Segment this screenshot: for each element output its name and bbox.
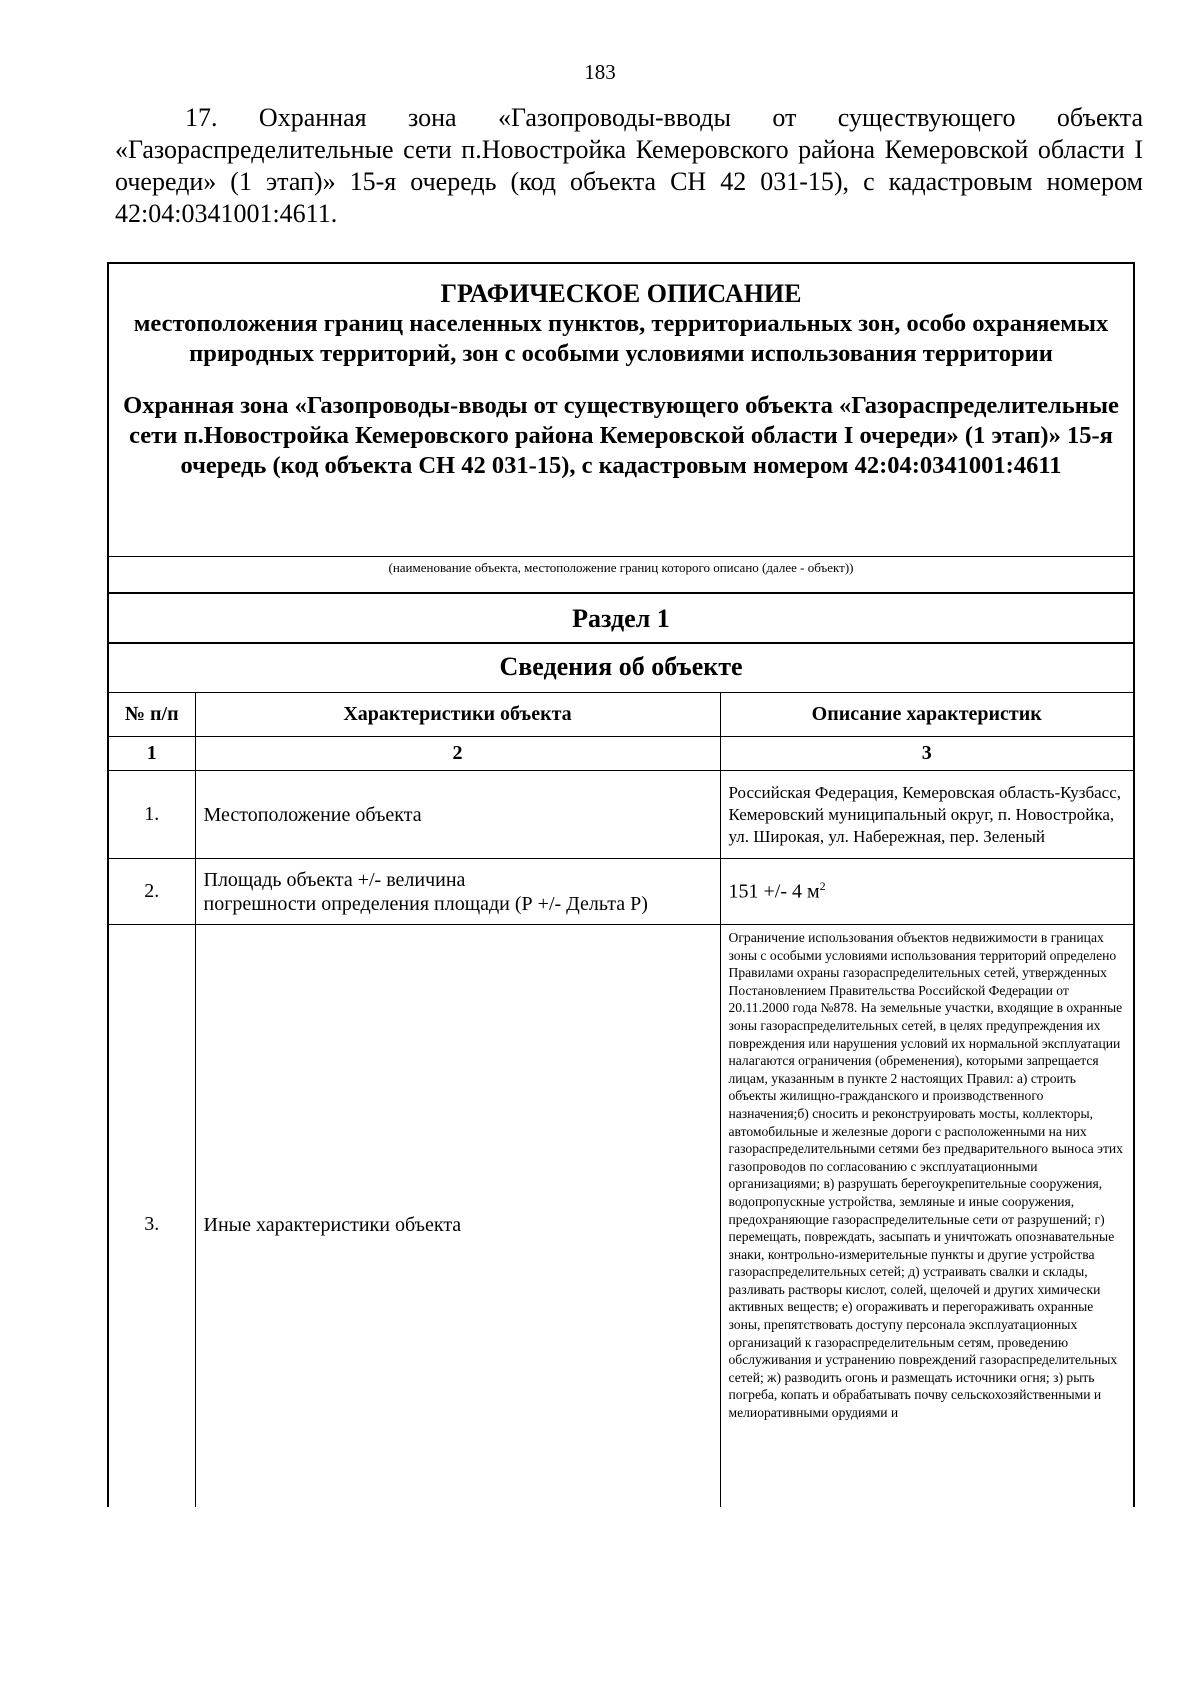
row-number: 3. [109,925,195,1508]
table-row [109,859,1133,925]
table-row [109,925,1133,1508]
section-title: Сведения об объекте [499,652,743,681]
graphic-description-form [107,262,1135,1507]
header-cell-description: Описание характеристик [720,693,1133,737]
column-number: 2 [195,737,720,771]
row-label-line: погрешности определения площади (Р +/- Дельта Р) [203,892,648,915]
object-caption: (наименование объекта, местоположение границ которого описано (далее - объект)) [388,560,854,575]
row-value: Российская Федерация, Кемеровская область-Кузбасс, Кемеровский муниципальный округ, п. Новостройка, ул. Широкая, ул. Набережная, пер. Зеленый [720,771,1133,859]
divider [109,592,1133,594]
row-number: 1. [109,771,195,859]
form-header [109,264,1133,556]
table-header-row [109,693,1133,737]
row-value: Ограничение использования объектов недвижимости в границах зоны с особыми условиями использования территорий определено Правилами охраны газораспределительных сетей, утвержденных Постановлением Правительства Российской Федерации от 20.11.2000 года №878. На земельные участки, входящие в охранные зоны газораспределительных сетей, в целях предупреждения их повреждения или нарушения условий их нормальной эксплуатации налагаются ограничения (обременения), которыми запрещается лицам, указанным в пункте 2 настоящих Правил: а) строить объекты жилищно-гражданского и производственного назначения;б) сносить и реконструировать мосты, коллекторы, автомобильные и железные дороги с расположенными на них газораспределительными сетями без предварительного выноса этих газопроводов по согласованию с эксплуатационными организациями; в) разрушать берегоукрепительные сооружения, водопропускные устройства, земляные и иные сооружения, предохраняющие газораспределительные сети от разрушений; г) перемещать, повреждать, засыпать и уничтожать опознавательные знаки, контрольно-измерительные пункты и другие устройства газораспределительных сетей; д) устраивать свалки и склады, разливать растворы кислот, солей, щелочей и других химически активных веществ; е) огораживать и перегораживать охранные зоны, препятствовать доступу персонала эксплуатационных организаций к газораспределительным сетям, проведению обслуживания и устранению повреждений газораспределительных сетей; ж) разводить огонь и размещать источники огня; з) рыть погреба, копать и обрабатывать почву сельскохозяйственными и мелиоративными орудиями и [720,925,1133,1508]
form-subtitle: местоположения границ населенных пунктов, территориальных зон, особо охраняемых природных территорий, зон с особыми условиями использования территории [133,310,1109,367]
page-number: 183 [584,60,616,84]
intro-number: 17. [185,103,218,132]
row-label: Местоположение объекта [195,771,720,859]
divider [109,556,1133,557]
object-name: Охранная зона «Газопроводы-вводы от существующего объекта «Газораспределительные сети п.Новостройка Кемеровского района Кемеровской области I очереди» (1 этап)» 15-я очередь (код объекта СН 42 031-15), с кадастровым номером 42:04:0341001:4611 [123,392,1119,479]
column-number-row [109,737,1133,771]
row-value [720,859,1133,925]
area-value: 151 +/- 4 м [728,880,820,903]
row-label [195,859,720,925]
row-label-line: Площадь объекта +/- величина [203,868,466,891]
row-label: Иные характеристики объекта [195,925,720,1508]
area-unit-superscript: 2 [819,879,826,894]
header-cell-characteristic: Характеристики объекта [195,693,720,737]
divider [109,642,1133,644]
intro-paragraph [115,102,1143,230]
object-info-table [109,692,1133,1507]
row-number: 2. [109,859,195,925]
column-number: 1 [109,737,195,771]
intro-text: Охранная зона «Газопроводы-вводы от существующего объекта «Газораспределительные сети п.Новостройка Кемеровского района Кемеровской области I очереди» (1 этап)» 15-я очередь (код объекта СН 42 031-15), с кадастровым номером 42:04:0341001:4611. [115,103,1143,228]
form-title: ГРАФИЧЕСКОЕ ОПИСАНИЕ [440,279,802,308]
section-label: Раздел 1 [572,604,670,633]
header-cell-number: № п/п [109,693,195,737]
column-number: 3 [720,737,1133,771]
table-row [109,771,1133,859]
